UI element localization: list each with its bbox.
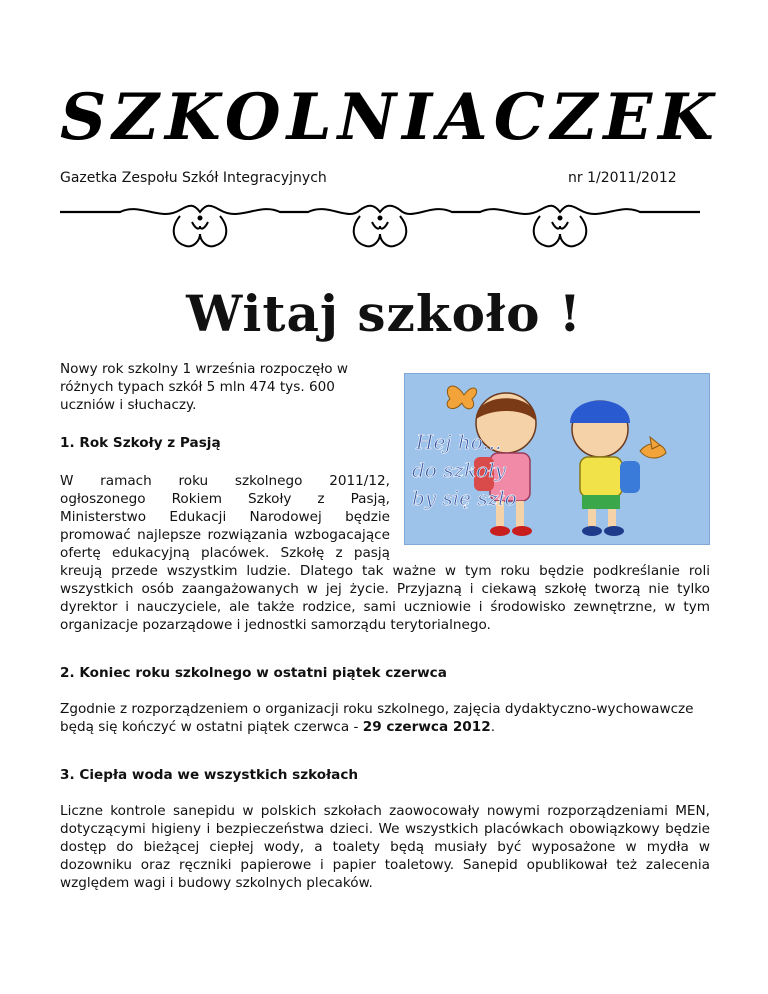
headline: Witaj szkoło ! (186, 284, 582, 343)
section-3-body: Liczne kontrole sanepidu w polskich szkołach zaowocowały nowymi rozporządzeniami MEN, dotyczącymi higieny i bezpieczeństwa dzieci. We wszystkich placówkach obowiązkowy będzie dostęp do bieżącej ciepłej wody, a toalety będą musiały być wyposażone w mydła w dozowniku oraz ręczniki papierowe i papier toaletowy. Sanepid opublikował też zalecenia względem wagi i budowy szkolnych plecaków. (60, 803, 710, 891)
section-2-heading: 2. Koniec roku szkolnego w ostatni piątek czerwca (60, 665, 447, 681)
masthead (60, 78, 720, 186)
school-children-illustration (404, 373, 710, 545)
section-2-body-text: Zgodnie z rozporządzeniem o organizacji roku szkolnego, zajęcia dydaktyczno-wychowawcze będą się kończyć w ostatni piątek czerwca - (60, 701, 694, 735)
flourish-right (480, 206, 640, 247)
issue-number: nr 1/2011/2012 (568, 170, 677, 186)
section-3-heading: 3. Ciepła woda we wszystkich szkołach (60, 767, 359, 783)
decorative-divider (60, 198, 700, 258)
newsletter-title: SZKOLNIACZEK (60, 80, 720, 155)
section-1-body: W ramach roku szkolnego 2011/12, ogłoszonego Rokiem Szkoły z Pasją, Ministerstwo Edukacji Narodowej będzie promować najlepsze rozwiązania wzbogacające ofertę edukacyjną placówek. Szkołę z pasją kreują przede wszystkim ludzie. Dlatego tak ważne w tym roku będzie podkreślanie roli wszystkich osób zaangażowanych w jej życie. Przyjazną i ciekawą szkołę tworzą nie tylko dyrektor i nauczyciele, ale także rodzice, sami uczniowie i środowisko zewnętrzne, w tym organizacje pozarządowe i jednostki samorządu terytorialnego. (60, 473, 710, 633)
caption-line-1: Hej ho... (416, 430, 502, 454)
section-2-body-end: . (490, 719, 496, 735)
caption-line-3: by się szło (412, 486, 517, 510)
flourish-left (120, 206, 280, 247)
section-2-body (60, 700, 710, 736)
caption-line-2: do szkoły (412, 458, 506, 482)
newsletter-subtitle: Gazetka Zespołu Szkół Integracyjnych (60, 170, 327, 186)
section-1-heading: 1. Rok Szkoły z Pasją (60, 435, 221, 451)
flourish-center (308, 206, 452, 247)
end-of-year-date: 29 czerwca 2012 (362, 719, 491, 735)
intro-paragraph: Nowy rok szkolny 1 września rozpoczęło w różnych typach szkół 5 mln 474 tys. 600 uczniów i słuchaczy. (60, 361, 349, 413)
article (60, 360, 710, 892)
